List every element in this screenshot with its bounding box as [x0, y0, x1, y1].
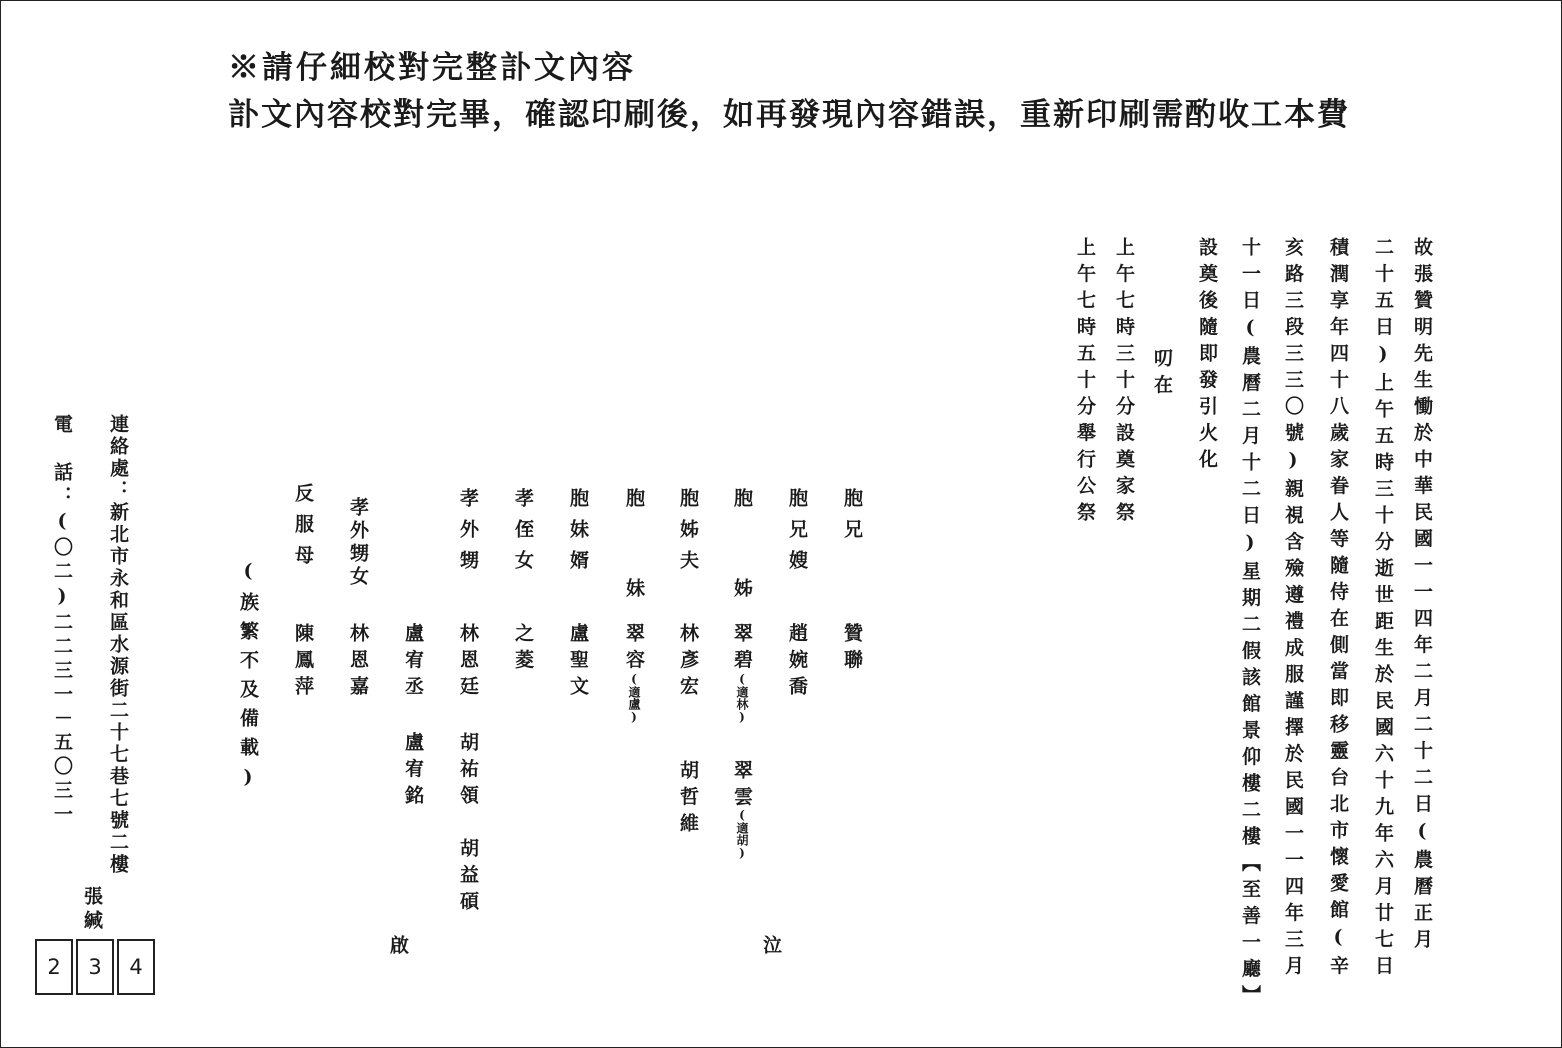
family-note-3b: (適胡) [735, 808, 749, 860]
announcement-column-6: 設奠後隨即發引火化 [1196, 237, 1218, 476]
family-kin-3-a: 胞 [731, 488, 753, 515]
family-name-9b: 盧宥銘 [402, 732, 424, 812]
family-kin-3-b: 姊 [731, 578, 753, 605]
family-note-3: (適林) [735, 672, 749, 724]
family-name-11: 陳鳳萍 [292, 623, 314, 703]
contact-phone: 電 話：(〇二)二二三一－五〇三一 [51, 414, 73, 828]
family-note-5: (適盧) [627, 672, 641, 724]
announcement-column-1: 故張贊明先生慟於中華民國一一四年二月二十二日(農曆正月 [1411, 237, 1433, 956]
family-name-1: 贊聯 [841, 623, 863, 676]
family-kin-5-a: 胞 [623, 488, 645, 515]
family-name-8b: 胡祐領 [457, 732, 479, 812]
page-box-3: 4 [117, 939, 155, 995]
family-kin-1: 胞兄 [841, 488, 863, 550]
announcement-column-2: 二十五日)上午五時三十分逝世距生於民國六十九年六月廿七日 [1372, 237, 1394, 982]
staff-name: 張緘 [81, 886, 103, 934]
family-kin-5-b: 妹 [623, 578, 645, 605]
page-box-2: 3 [76, 939, 114, 995]
announcement-column-5: 十一日(農曆二月十二日)星期二假該館景仰樓二樓【至善一廳】 [1239, 237, 1261, 1012]
family-kin-4: 胞姊夫 [677, 488, 699, 581]
family-footnote: (族繁不及備載) [237, 560, 259, 798]
announcement-column-8: 上午七時三十分設奠家祭 [1113, 237, 1135, 529]
notice-warning: 訃文內容校對完畢，確認印刷後，如再發現內容錯誤，重新印刷需酌收工本費 [228, 97, 1350, 133]
weep-mark: 泣 [760, 935, 782, 962]
family-name-4b: 胡哲維 [677, 760, 699, 840]
family-kin-10: 孝外甥女 [347, 497, 369, 589]
announce-mark: 啟 [387, 935, 409, 962]
family-name-3: 翠碧 [731, 623, 753, 676]
family-name-7: 之菱 [512, 623, 534, 676]
announcement-column-3: 積潤享年四十八歲家眷人等隨侍在側當即移靈台北市懷愛館(辛 [1327, 237, 1349, 982]
announcement-column-9: 上午七時五十分舉行公祭 [1074, 237, 1096, 529]
page-box-1: 2 [35, 939, 73, 995]
family-kin-8: 孝外甥 [457, 488, 479, 581]
family-kin-7: 孝侄女 [512, 488, 534, 581]
family-name-10: 林恩嘉 [347, 623, 369, 703]
family-kin-11: 反服母 [292, 483, 314, 576]
family-name-8: 林恩廷 [457, 623, 479, 703]
family-name-8c: 胡益碩 [457, 838, 479, 918]
family-name-4: 林彥宏 [677, 623, 699, 703]
family-name-9: 盧宥丞 [402, 623, 424, 703]
announcement-column-7: 叨在 [1151, 348, 1173, 401]
page-number-boxes [35, 939, 158, 995]
family-name-2: 趙婉喬 [786, 623, 808, 703]
announcement-column-4: 亥路三段三三〇號)親視含殮遵禮成服謹擇於民國一一四年三月 [1282, 237, 1304, 982]
family-name-3b: 翠雲 [731, 760, 753, 813]
family-name-6: 盧聖文 [567, 623, 589, 703]
notice-title: ※請仔細校對完整訃文內容 [228, 50, 636, 86]
family-kin-2: 胞兄嫂 [786, 488, 808, 581]
contact-address: 連絡處：新北市永和區水源街二十七巷七號二樓 [107, 414, 129, 876]
family-name-5: 翠容 [623, 623, 645, 676]
family-kin-6: 胞妹婿 [567, 488, 589, 581]
